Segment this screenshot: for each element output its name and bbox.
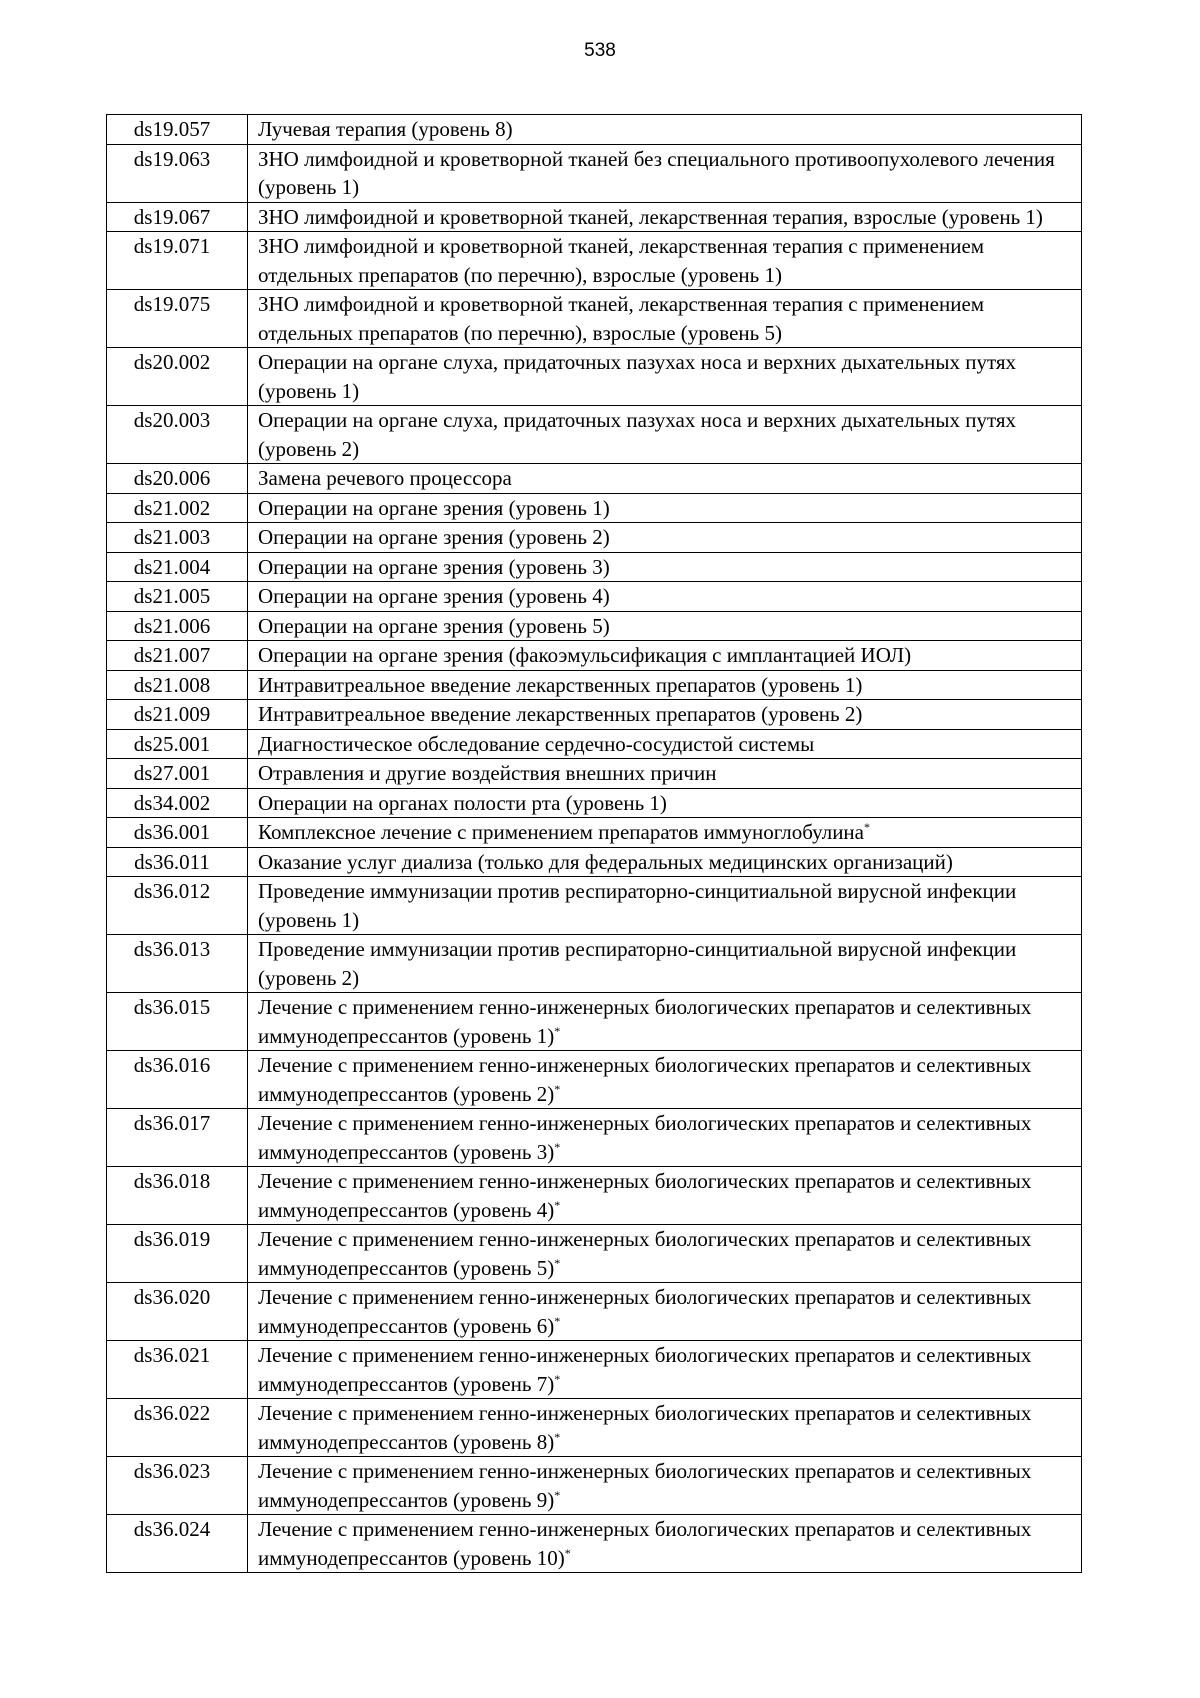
row-code: ds21.002 xyxy=(107,493,248,523)
row-description: ЗНО лимфоидной и кроветворной тканей, лекарственная терапия с применением отдельных препаратов (по перечню), взрослые (уровень 5) xyxy=(258,292,985,345)
row-description-cell xyxy=(248,611,1082,641)
row-description: Отравления и другие воздействия внешних причин xyxy=(258,761,717,785)
table-row xyxy=(107,115,1082,145)
row-description: Лучевая терапия (уровень 8) xyxy=(258,117,513,141)
row-description: Интравитреальное введение лекарственных препаратов (уровень 1) xyxy=(258,672,863,697)
row-description: Лечение с применением генно-инженерных биологических препаратов и селективных иммунодепрессантов (уровень 8) xyxy=(258,1401,1032,1454)
row-code: ds36.011 xyxy=(107,847,248,877)
footnote-marker: * xyxy=(554,1255,561,1270)
row-description: Лечение с применением генно-инженерных биологических препаратов и селективных иммунодепрессантов (уровень 6) xyxy=(258,1285,1032,1338)
row-description: Лечение с применением генно-инженерных биологических препаратов и селективных иммунодепрессантов (уровень 5) xyxy=(258,1227,1032,1280)
row-description-cell xyxy=(248,493,1082,523)
row-code: ds34.002 xyxy=(107,788,248,818)
row-description-cell xyxy=(248,993,1082,1051)
row-code: ds36.019 xyxy=(107,1225,248,1283)
table-row xyxy=(107,1167,1082,1225)
table-row xyxy=(107,1109,1082,1167)
row-code: ds36.013 xyxy=(107,935,248,993)
row-description: ЗНО лимфоидной и кроветворной тканей, лекарственная терапия, взрослые (уровень 1) xyxy=(258,204,1043,229)
footnote-marker: * xyxy=(554,1023,561,1038)
row-description-cell xyxy=(248,641,1082,671)
table-row xyxy=(107,700,1082,730)
row-code: ds36.016 xyxy=(107,1051,248,1109)
row-code: ds21.004 xyxy=(107,552,248,582)
row-description-cell xyxy=(248,1283,1082,1341)
row-description: Лечение с применением генно-инженерных биологических препаратов и селективных иммунодепрессантов (уровень 7) xyxy=(258,1343,1032,1396)
table-row xyxy=(107,1399,1082,1457)
table-row xyxy=(107,847,1082,877)
row-description-cell xyxy=(248,847,1082,877)
table-row xyxy=(107,582,1082,612)
row-code: ds36.017 xyxy=(107,1109,248,1167)
page-number: 538 xyxy=(584,40,616,61)
row-description-cell xyxy=(248,935,1082,993)
row-description-cell xyxy=(248,232,1082,290)
row-description-cell xyxy=(248,1399,1082,1457)
row-code: ds19.075 xyxy=(107,290,248,348)
table-row xyxy=(107,611,1082,641)
table-row xyxy=(107,232,1082,290)
row-description-cell xyxy=(248,877,1082,935)
row-description: Комплексное лечение с применением препаратов иммуноглобулина xyxy=(258,820,864,844)
row-description-cell xyxy=(248,115,1082,145)
footnote-marker: * xyxy=(554,1081,561,1096)
row-code: ds21.005 xyxy=(107,582,248,612)
row-description-cell xyxy=(248,1167,1082,1225)
row-code: ds21.008 xyxy=(107,670,248,700)
row-description: Операции на органе зрения (факоэмульсификация с имплантацией ИОЛ) xyxy=(258,643,912,667)
row-code: ds19.071 xyxy=(107,232,248,290)
table-row xyxy=(107,144,1082,202)
row-description-cell xyxy=(248,290,1082,348)
table-row xyxy=(107,523,1082,553)
table-row xyxy=(107,464,1082,494)
footnote-marker: * xyxy=(864,820,870,834)
row-code: ds36.018 xyxy=(107,1167,248,1225)
row-code: ds36.024 xyxy=(107,1515,248,1573)
row-description-cell xyxy=(248,1051,1082,1109)
row-code: ds19.067 xyxy=(107,202,248,232)
row-description: Операции на органе зрения (уровень 4) xyxy=(258,584,610,608)
row-code: ds36.023 xyxy=(107,1457,248,1515)
table-row xyxy=(107,641,1082,671)
table-row xyxy=(107,290,1082,348)
table-row xyxy=(107,1283,1082,1341)
table-row xyxy=(107,1515,1082,1573)
row-description-cell xyxy=(248,348,1082,406)
table-row xyxy=(107,1051,1082,1109)
row-description: Лечение с применением генно-инженерных биологических препаратов и селективных иммунодепрессантов (уровень 4) xyxy=(258,1169,1032,1222)
row-code: ds20.002 xyxy=(107,348,248,406)
row-code: ds36.022 xyxy=(107,1399,248,1457)
footnote-marker: * xyxy=(554,1139,561,1154)
table-row xyxy=(107,348,1082,406)
row-code: ds36.001 xyxy=(107,818,248,848)
row-description: Оказание услуг диализа (только для федеральных медицинских организаций) xyxy=(258,849,953,874)
row-description: Операции на органе зрения (уровень 5) xyxy=(258,613,610,638)
row-description: Лечение с применением генно-инженерных биологических препаратов и селективных иммунодепрессантов (уровень 2) xyxy=(258,1053,1032,1106)
row-description: Лечение с применением генно-инженерных биологических препаратов и селективных иммунодепрессантов (уровень 10) xyxy=(258,1517,1032,1570)
row-description-cell xyxy=(248,1457,1082,1515)
table-row xyxy=(107,670,1082,700)
table-row xyxy=(107,406,1082,464)
footnote-marker: * xyxy=(554,1487,561,1502)
table-body xyxy=(107,115,1082,1573)
row-description: Проведение иммунизации против респираторно-синцитиальной вирусной инфекции (уровень 1) xyxy=(258,879,1017,932)
row-code: ds27.001 xyxy=(107,759,248,789)
table-row xyxy=(107,935,1082,993)
row-description: ЗНО лимфоидной и кроветворной тканей без специального противоопухолевого лечения (уровень 1) xyxy=(258,146,1055,199)
row-description: Диагностическое обследование сердечно-сосудистой системы xyxy=(258,731,815,756)
row-code: ds36.015 xyxy=(107,993,248,1051)
table-row xyxy=(107,552,1082,582)
row-code: ds19.063 xyxy=(107,144,248,202)
row-description-cell xyxy=(248,1515,1082,1573)
row-code: ds21.009 xyxy=(107,700,248,730)
table-row xyxy=(107,493,1082,523)
table-row xyxy=(107,993,1082,1051)
footnote-marker: * xyxy=(554,1313,561,1328)
table-row xyxy=(107,788,1082,818)
row-description: Операции на органе зрения (уровень 3) xyxy=(258,554,610,579)
row-description: Интравитреальное введение лекарственных препаратов (уровень 2) xyxy=(258,702,863,726)
row-description: Операции на органе зрения (уровень 1) xyxy=(258,495,610,520)
row-code: ds36.012 xyxy=(107,877,248,935)
table-row xyxy=(107,1457,1082,1515)
row-description-cell xyxy=(248,406,1082,464)
row-description-cell xyxy=(248,144,1082,202)
row-description: ЗНО лимфоидной и кроветворной тканей, лекарственная терапия с применением отдельных препаратов (по перечню), взрослые (уровень 1) xyxy=(258,234,985,287)
row-description-cell xyxy=(248,523,1082,553)
row-description-cell xyxy=(248,670,1082,700)
row-code: ds19.057 xyxy=(107,115,248,145)
row-description-cell xyxy=(248,202,1082,232)
table-row xyxy=(107,818,1082,848)
footnote-marker: * xyxy=(554,1371,561,1386)
row-description: Лечение с применением генно-инженерных биологических препаратов и селективных иммунодепрессантов (уровень 9) xyxy=(258,1459,1032,1512)
row-description: Операции на органах полости рта (уровень 1) xyxy=(258,790,667,815)
row-description-cell xyxy=(248,1109,1082,1167)
table-row xyxy=(107,1225,1082,1283)
row-description: Операции на органе слуха, придаточных пазухах носа и верхних дыхательных путях (уровень 2) xyxy=(258,408,1017,461)
row-description-cell xyxy=(248,759,1082,789)
table-row xyxy=(107,759,1082,789)
footnote-marker: * xyxy=(564,1545,571,1560)
row-code: ds36.021 xyxy=(107,1341,248,1399)
row-description: Операции на органе слуха, придаточных пазухах носа и верхних дыхательных путях (уровень 1) xyxy=(258,350,1017,403)
row-description: Лечение с применением генно-инженерных биологических препаратов и селективных иммунодепрессантов (уровень 3) xyxy=(258,1111,1032,1164)
table-row xyxy=(107,729,1082,759)
row-description-cell xyxy=(248,729,1082,759)
footnote-marker: * xyxy=(554,1197,561,1212)
row-description: Замена речевого процессора xyxy=(258,466,512,490)
row-description-cell xyxy=(248,818,1082,848)
row-code: ds20.006 xyxy=(107,464,248,494)
table-row xyxy=(107,877,1082,935)
row-description: Лечение с применением генно-инженерных биологических препаратов и селективных иммунодепрессантов (уровень 1) xyxy=(258,995,1032,1048)
row-description-cell xyxy=(248,1225,1082,1283)
footnote-marker: * xyxy=(554,1429,561,1444)
row-description-cell xyxy=(248,464,1082,494)
row-description-cell xyxy=(248,1341,1082,1399)
row-description: Проведение иммунизации против респираторно-синцитиальной вирусной инфекции (уровень 2) xyxy=(258,937,1017,990)
row-description-cell xyxy=(248,552,1082,582)
table-row xyxy=(107,202,1082,232)
row-code: ds36.020 xyxy=(107,1283,248,1341)
row-code: ds21.003 xyxy=(107,523,248,553)
table-row xyxy=(107,1341,1082,1399)
row-code: ds20.003 xyxy=(107,406,248,464)
row-description-cell xyxy=(248,788,1082,818)
row-code: ds21.007 xyxy=(107,641,248,671)
ksg-code-table xyxy=(106,114,1082,1573)
row-description-cell xyxy=(248,582,1082,612)
row-description: Операции на органе зрения (уровень 2) xyxy=(258,525,610,549)
row-code: ds21.006 xyxy=(107,611,248,641)
row-description-cell xyxy=(248,700,1082,730)
row-code: ds25.001 xyxy=(107,729,248,759)
